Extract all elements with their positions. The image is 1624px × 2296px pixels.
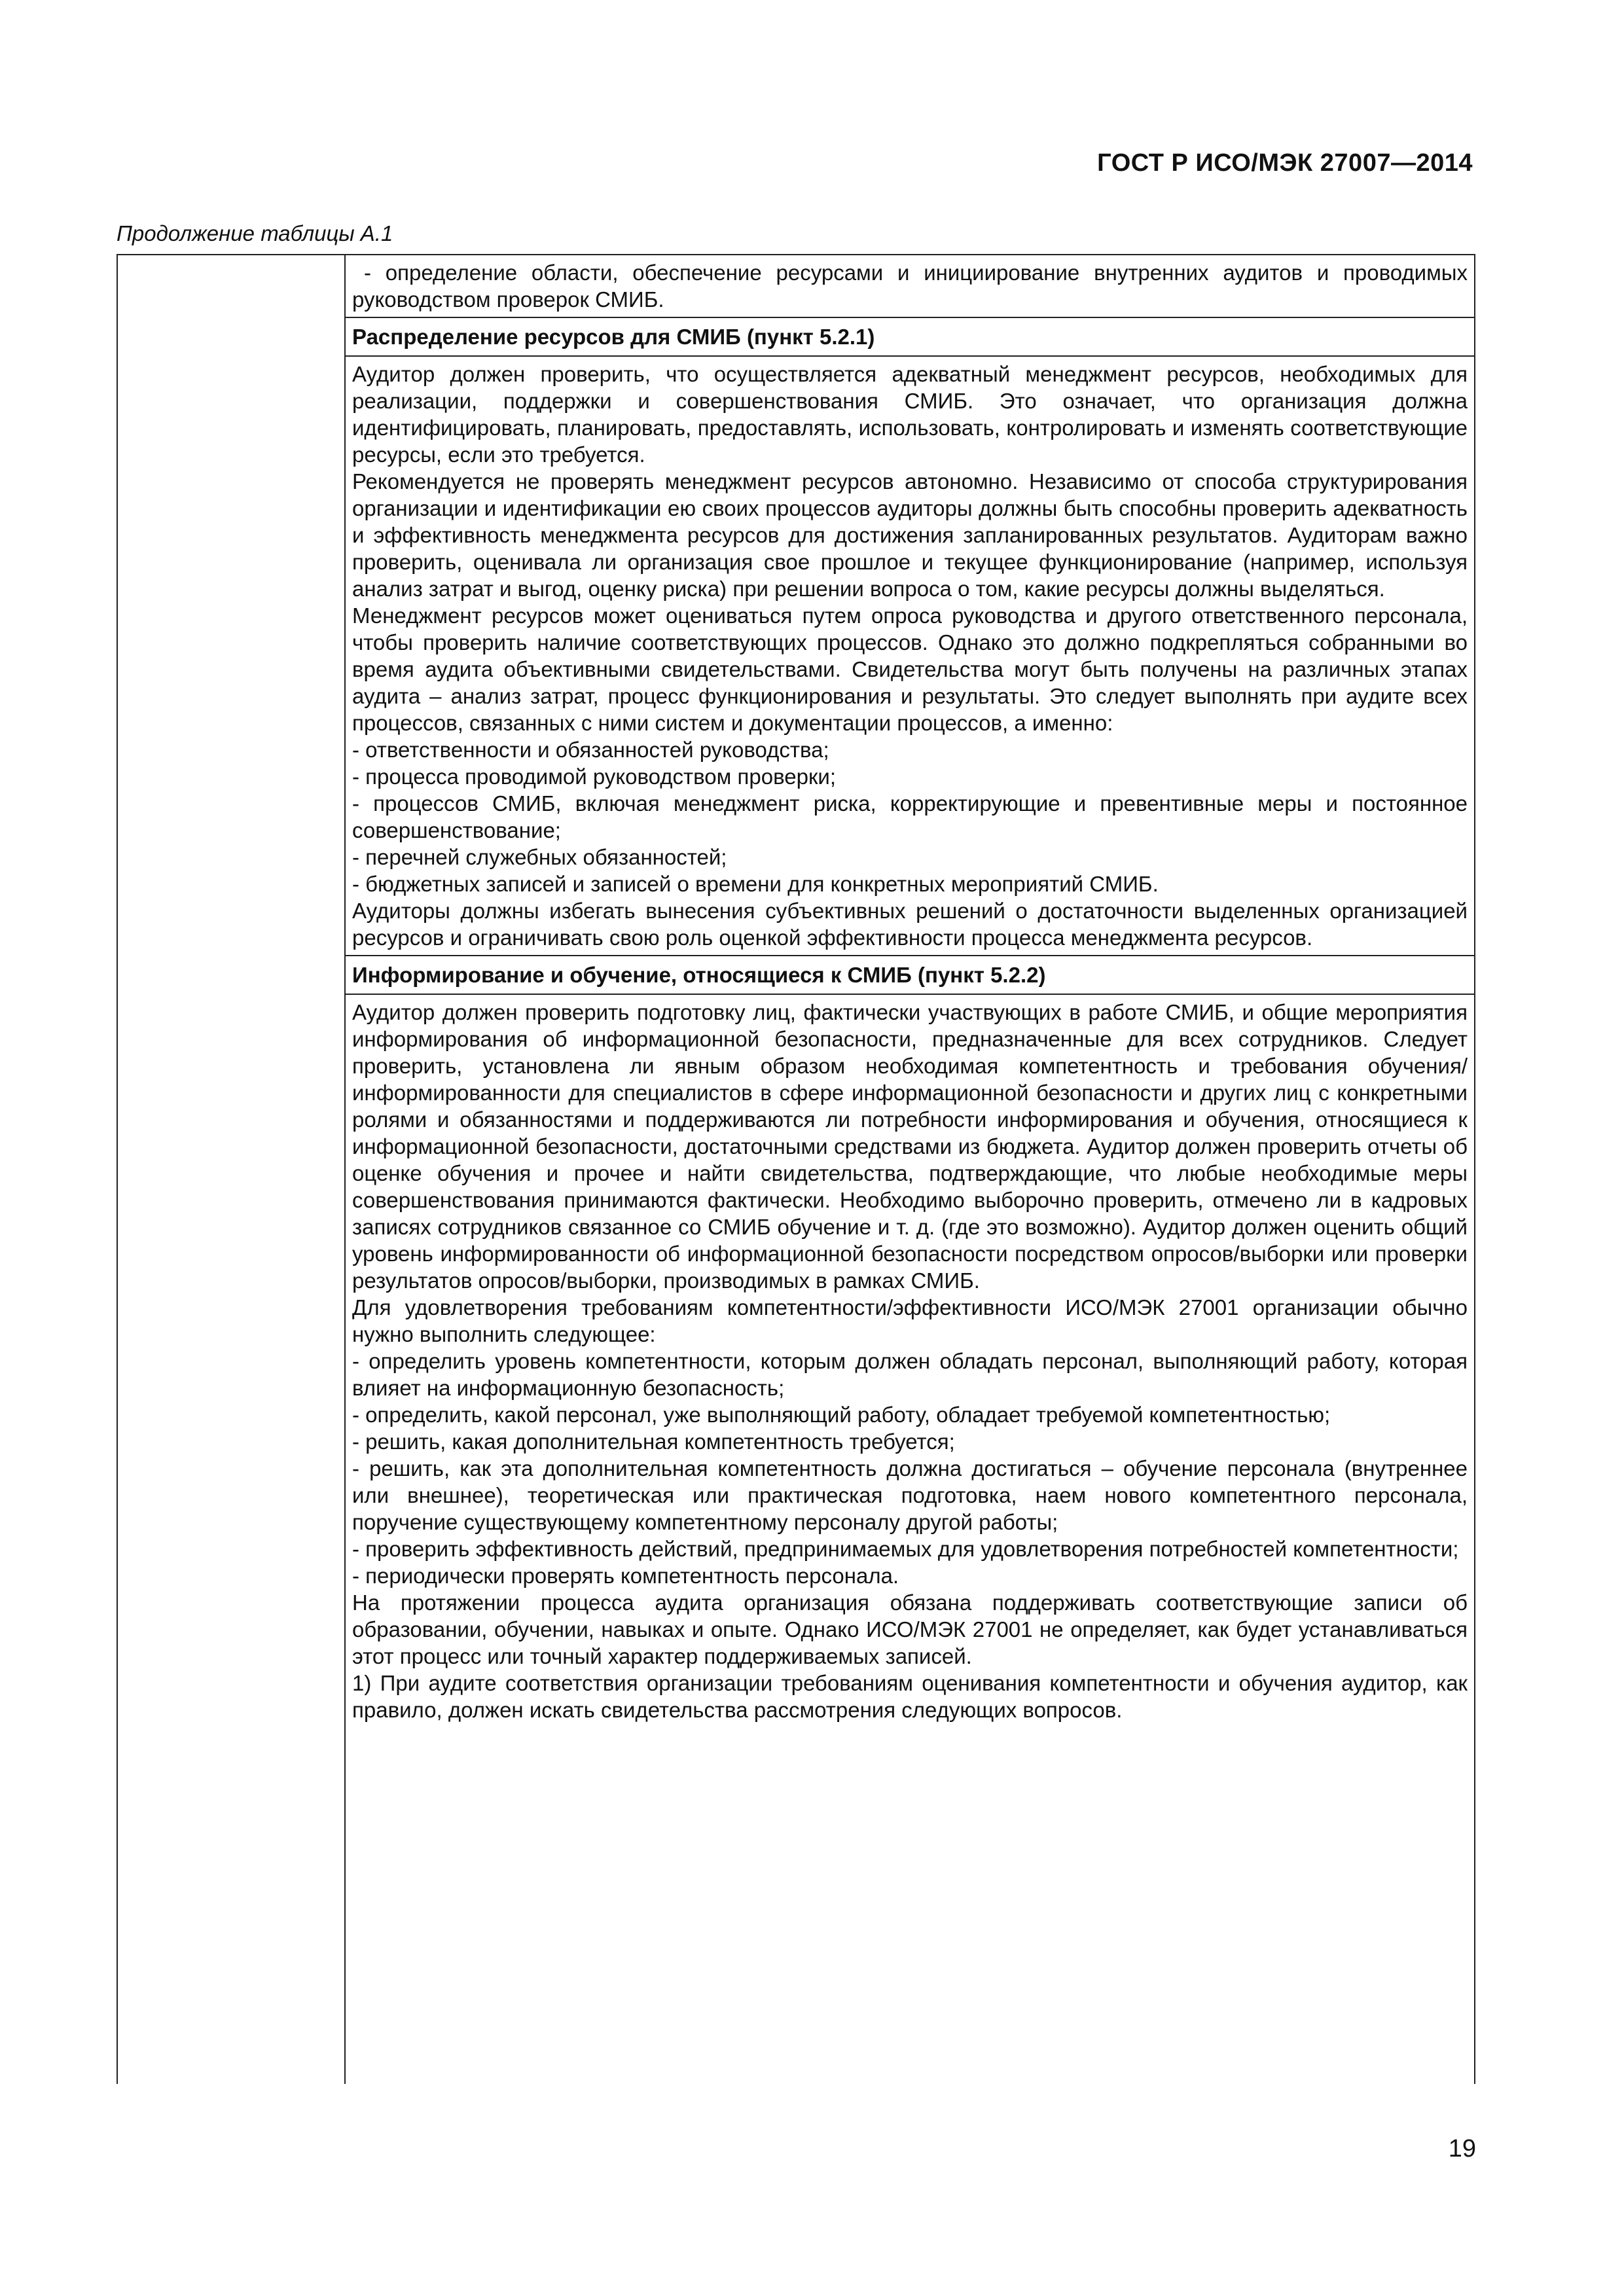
table-left-column bbox=[118, 255, 346, 2084]
section-heading: Распределение ресурсов для СМИБ (пункт 5.2.1) bbox=[346, 318, 1474, 357]
table-cell-text bbox=[346, 995, 1474, 1727]
table-cell-text bbox=[346, 357, 1474, 956]
list-item: - определить, какой персонал, уже выполняющий работу, обладает требуемой компетентностью; bbox=[352, 1403, 1331, 1427]
page-number: 19 bbox=[1448, 2135, 1476, 2162]
paragraph: Для удовлетворения требованиям компетентности/эффективности ИСО/МЭК 27001 организации обычно нужно выполнить следующее: bbox=[352, 1295, 1468, 1346]
paragraph: Менеджмент ресурсов может оцениваться путем опроса руководства и другого ответственного персонала, чтобы проверить наличие соответствующих процессов. Однако это должно подкрепляться собранными во время аудита объективными свидетельствами. Свидетельства могут быть получены на различных этапах аудита – анализ затрат, процесс функционирования и результаты. Это следует выполнять при аудите всех процессов, связанных с ними систем и документации процессов, а именно: bbox=[352, 603, 1468, 735]
table-a1 bbox=[117, 254, 1475, 2084]
list-item: 1) При аудите соответствия организации требованиям оценивания компетентности и обучения аудитор, как правило, должен искать свидетельства рассмотрения следующих вопросов. bbox=[352, 1671, 1468, 1722]
list-item: - перечней служебных обязанностей; bbox=[352, 845, 727, 869]
list-item: - процесса проводимой руководством проверки; bbox=[352, 764, 836, 789]
paragraph: Аудитор должен проверить подготовку лиц, фактически участвующих в работе СМИБ, и общие мероприятия информирования об информационной безопасности, предназначенные для всех сотрудников. Следует проверить, установлена ли явным образом необходимая компетентность и требования обучения/информированности для специалистов в сфере информационной безопасности и других лиц с конкретными ролями и обязанностями и поддерживаются ли потребности информирования и обучения, относящиеся к информационной безопасности, достаточными средствами из бюджета. Аудитор должен проверить отчеты об оценке обучения и прочее и найти свидетельства, подтверждающие, что любые необходимые меры совершенствования принимаются фактически. Необходимо выборочно проверить, отмечено ли в кадровых записях сотрудников связанное со СМИБ обучение и т. д. (где это возможно). Аудитор должен оценить общий уровень информированности об информационной безопасности посредством опросов/выборки или проверки результатов опросов/выборки, производимых в рамках СМИБ. bbox=[352, 1000, 1468, 1293]
paragraph: Аудиторы должны избегать вынесения субъективных решений о достаточности выделенных организацией ресурсов и ограничивать свою роль оценкой эффективности процесса менеджмента ресурсов. bbox=[352, 899, 1468, 950]
table-caption: Продолжение таблицы А.1 bbox=[117, 221, 393, 245]
list-item: - определить уровень компетентности, которым должен обладать персонал, выполняющий работу, которая влияет на информационную безопасность; bbox=[352, 1349, 1468, 1400]
document-header: ГОСТ Р ИСО/МЭК 27007—2014 bbox=[1097, 149, 1473, 177]
section-heading: Информирование и обучение, относящиеся к СМИБ (пункт 5.2.2) bbox=[346, 956, 1474, 995]
list-item: - процессов СМИБ, включая менеджмент риска, корректирующие и превентивные меры и постоянное совершенствование; bbox=[352, 791, 1468, 842]
list-item: - решить, какая дополнительная компетентность требуется; bbox=[352, 1429, 955, 1454]
list-item: - бюджетных записей и записей о времени для конкретных мероприятий СМИБ. bbox=[352, 872, 1159, 896]
table-right-column bbox=[346, 255, 1474, 1727]
list-item: - определение области, обеспечение ресурсами и инициирование внутренних аудитов и проводимых руководством проверок СМИБ. bbox=[352, 260, 1468, 312]
paragraph: На протяжении процесса аудита организация обязана поддерживать соответствующие записи об образовании, обучении, навыках и опыте. Однако ИСО/МЭК 27001 не определяет, как будет устанавливаться этот процесс или точный характер поддерживаемых записей. bbox=[352, 1590, 1468, 1668]
paragraph: Рекомендуется не проверять менеджмент ресурсов автономно. Независимо от способа структурирования организации и идентификации ею своих процессов аудиторы должны быть способны проверить адекватность и эффективность менеджмента ресурсов для достижения запланированных результатов. Аудиторам важно проверить, оценивала ли организация свое прошлое и текущее функционирование (например, используя анализ затрат и выгод, оценку риска) при решении вопроса о том, какие ресурсы должны выделяться. bbox=[352, 469, 1468, 601]
list-item: - решить, как эта дополнительная компетентность должна достигаться – обучение персонала (внутреннее или внешнее), теоретическая или практическая подготовка, наем нового компетентного персонала, поручение существующему компетентному персоналу другой работы; bbox=[352, 1456, 1468, 1534]
table-cell-text bbox=[346, 255, 1474, 318]
list-item: - периодически проверять компетентность персонала. bbox=[352, 1564, 899, 1588]
paragraph: Аудитор должен проверить, что осуществляется адекватный менеджмент ресурсов, необходимых для реализации, поддержки и совершенствования СМИБ. Это означает, что организация должна идентифицировать, планировать, предоставлять, использовать, контролировать и изменять соответствующие ресурсы, если это требуется. bbox=[352, 362, 1468, 467]
list-item: - проверить эффективность действий, предпринимаемых для удовлетворения потребностей компетентности; bbox=[352, 1537, 1459, 1561]
list-item: - ответственности и обязанностей руководства; bbox=[352, 738, 829, 762]
